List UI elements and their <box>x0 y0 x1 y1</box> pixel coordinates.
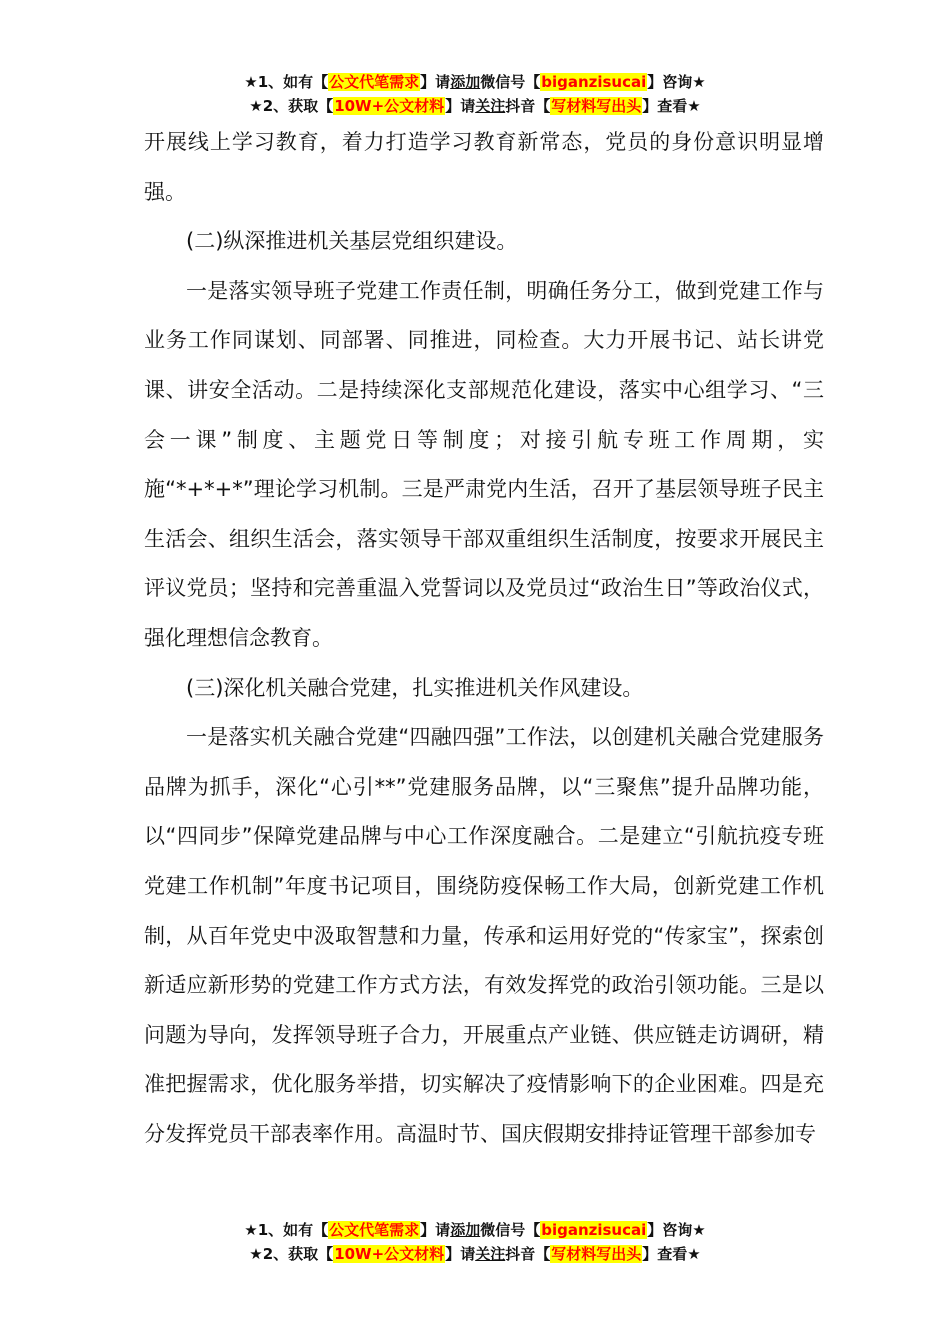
promo-text: 微信号【 <box>480 1221 541 1239</box>
promo-highlight: 公文代笔需求 <box>329 1221 420 1239</box>
promo-line-1 <box>0 70 950 94</box>
promo-text: 微信号【 <box>480 73 541 91</box>
promo-text: ★2、获取【 <box>249 1245 334 1263</box>
document-body <box>144 118 824 1159</box>
promo-underlined-text: 添加 <box>450 1221 481 1239</box>
promo-text: ★1、如有【 <box>244 73 329 91</box>
promo-highlight: 公文代笔需求 <box>329 73 420 91</box>
promo-text: 】请 <box>420 73 451 91</box>
promo-text: ★1、如有【 <box>244 1221 329 1239</box>
paragraph-continuation: 开展线上学习教育，着力打造学习教育新常态，党员的身份意识明显增强。 <box>144 130 824 204</box>
promo-wechat-id: biganzisucai <box>541 73 647 91</box>
promo-line-2 <box>0 94 950 118</box>
promo-underlined-text: 关注 <box>475 97 506 115</box>
promo-text: 】请 <box>445 1245 476 1263</box>
promo-text: ★2、获取【 <box>249 97 334 115</box>
section-heading-2: (二)纵深推进机关基层党组织建设。 <box>186 229 518 254</box>
paragraph: 一是落实机关融合党建“四融四强”工作法，以创建机关融合党建服务品牌为抓手，深化“心引**”党建服务品牌，以“三聚焦”提升品牌功能，以“四同步”保障党建品牌与中心工作深度融合。二是建立“引航抗疫专班党建工作机制”年度书记项目，围绕防疫保畅工作大局，创新党建工作机制，从百年党史中汲取智慧和力量，传承和运用好党的“传家宝”，探索创新适应新形势的党建工作方式方法，有效发挥党的政治引领功能。三是以问题为导向，发挥领导班子合力，开展重点产业链、供应链走访调研，精准把握需求，优化服务举措，切实解决了疫情影响下的企业困难。四是充分发挥党员干部表率作用。高温时节、国庆假期安排持证管理干部参加专 <box>144 725 824 1146</box>
promo-text: 抖音【 <box>505 1245 551 1263</box>
promo-text: 】咨询★ <box>647 73 706 91</box>
footer-promo-banner <box>0 1218 950 1266</box>
promo-line-2 <box>0 1242 950 1266</box>
promo-douyin-id: 写材料写出头 <box>551 1245 642 1263</box>
promo-underlined-text: 关注 <box>475 1245 506 1263</box>
promo-text: 】查看★ <box>642 97 701 115</box>
promo-douyin-id: 写材料写出头 <box>551 97 642 115</box>
promo-text: 】请 <box>420 1221 451 1239</box>
promo-underlined-text: 添加 <box>450 73 481 91</box>
paragraph: 一是落实领导班子党建工作责任制，明确任务分工，做到党建工作与业务工作同谋划、同部署、同推进，同检查。大力开展书记、站长讲党课、讲安全活动。二是持续深化支部规范化建设，落实中心组学习、“三会一课”制度、主题党日等制度；对接引航专班工作周期，实施“*+*+*”理论学习机制。三是严肃党内生活，召开了基层领导班子民主生活会、组织生活会，落实领导干部双重组织生活制度，按要求开展民主评议党员；坚持和完善重温入党誓词以及党员过“政治生日”等政治仪式，强化理想信念教育。 <box>144 278 824 650</box>
promo-highlight: 10W+公文材料 <box>334 1245 445 1263</box>
promo-text: 】请 <box>445 97 476 115</box>
section-heading-3: (三)深化机关融合党建，扎实推进机关作风建设。 <box>186 675 644 700</box>
promo-text: 抖音【 <box>505 97 551 115</box>
promo-wechat-id: biganzisucai <box>541 1221 647 1239</box>
promo-text: 】咨询★ <box>647 1221 706 1239</box>
promo-highlight: 10W+公文材料 <box>334 97 445 115</box>
header-promo-banner <box>0 70 950 118</box>
promo-line-1 <box>0 1218 950 1242</box>
promo-text: 】查看★ <box>642 1245 701 1263</box>
